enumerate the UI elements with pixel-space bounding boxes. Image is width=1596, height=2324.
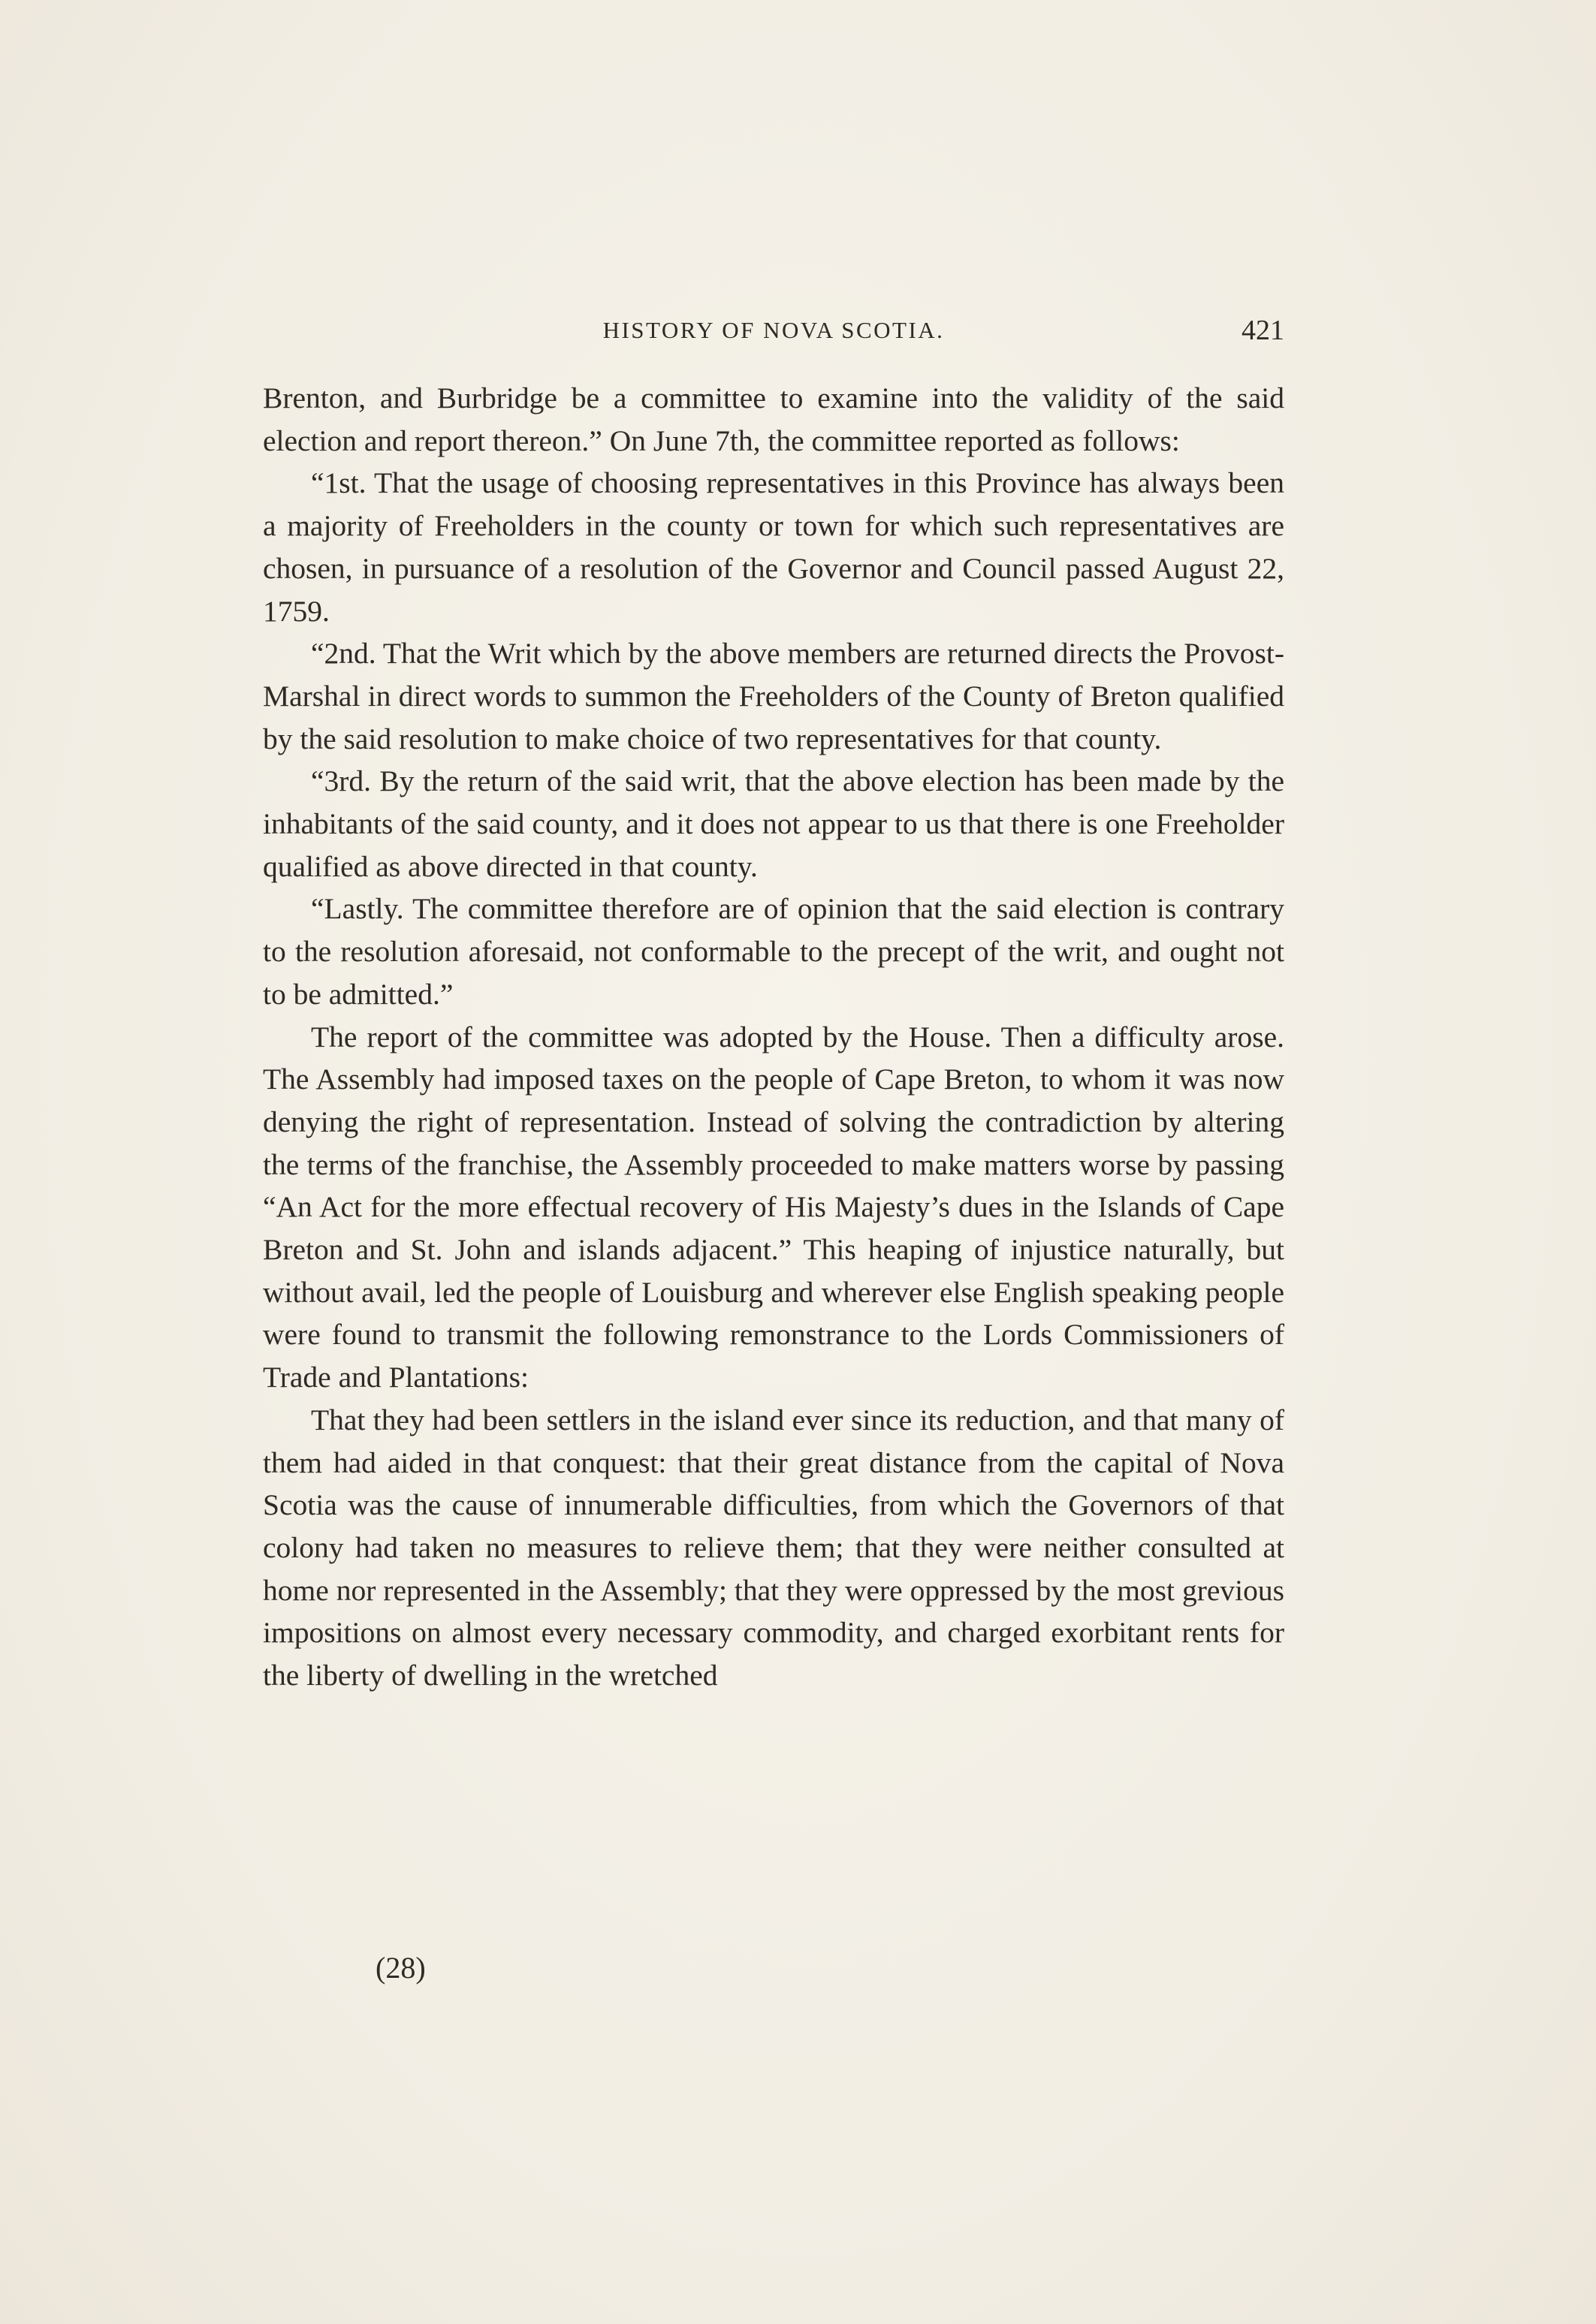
paragraph-last-resolution: “Lastly. The committee therefore are of opinion that the said election is contrary to the resolution aforesaid, not conformable to the precept of the writ, and ought not to be admitted.” xyxy=(263,892,1284,1011)
body-text xyxy=(263,377,1284,1697)
page-number: 421 xyxy=(1242,315,1284,346)
paragraph-second-resolution: “2nd. That the Writ which by the above members are returned directs the Provost-Marshal in direct words to summon the Freeholders of the County of Breton qualified by the said resolution to make choice of two representatives for that county. xyxy=(263,637,1284,755)
paragraph-third-resolution: “3rd. By the return of the said writ, that the above election has been made by the inhabitants of the said county, and it does not appear to us that there is one Freeholder qualified as above directed in that county. xyxy=(263,764,1284,883)
paragraph-report-adopted: The report of the committee was adopted by the House. Then a difficulty arose. The Assembly had imposed taxes on the people of Cape Breton, to whom it was now denying the right of representation. Instead of solving the contradiction by altering the terms of the franchise, the Assembly proceeded to make matters worse by passing “An Act for the more effectual recovery of His Majesty’s dues in the Islands of Cape Breton and St. John and islands adjacent.” This heaping of injustice naturally, but without avail, led the people of Louisburg and wherever else English speaking people were found to transmit the following remonstrance to the Lords Commissioners of Trade and Plantations: xyxy=(263,1020,1284,1394)
paragraph-continuation: Brenton, and Burbridge be a committee to examine into the validity of the said election and report thereon.” On June 7th, the committee reported as follows: xyxy=(263,381,1284,457)
paragraph-remonstrance: That they had been settlers in the island ever since its reduction, and that many of them had aided in that conquest: that their great distance from the capital of Nova Scotia was the cause of innumerable difficulties, from which the Governors of that colony had taken no measures to relieve them; that they were neither consulted at home nor represented in the Assembly; that they were oppressed by the most grevious impositions on almost every necessary commodity, and charged exorbitant rents for the liberty of dwelling in the wretched xyxy=(263,1403,1284,1693)
running-head xyxy=(263,314,1284,351)
paragraph-first-resolution: “1st. That the usage of choosing representatives in this Province has always been a majority of Freeholders in the county or town for which such representatives are chosen, in pursuance of a resolution of the Governor and Council passed August 22, 1759. xyxy=(263,466,1284,628)
running-title: HISTORY OF NOVA SCOTIA. xyxy=(602,317,945,343)
signature-mark: (28) xyxy=(376,1951,426,1985)
